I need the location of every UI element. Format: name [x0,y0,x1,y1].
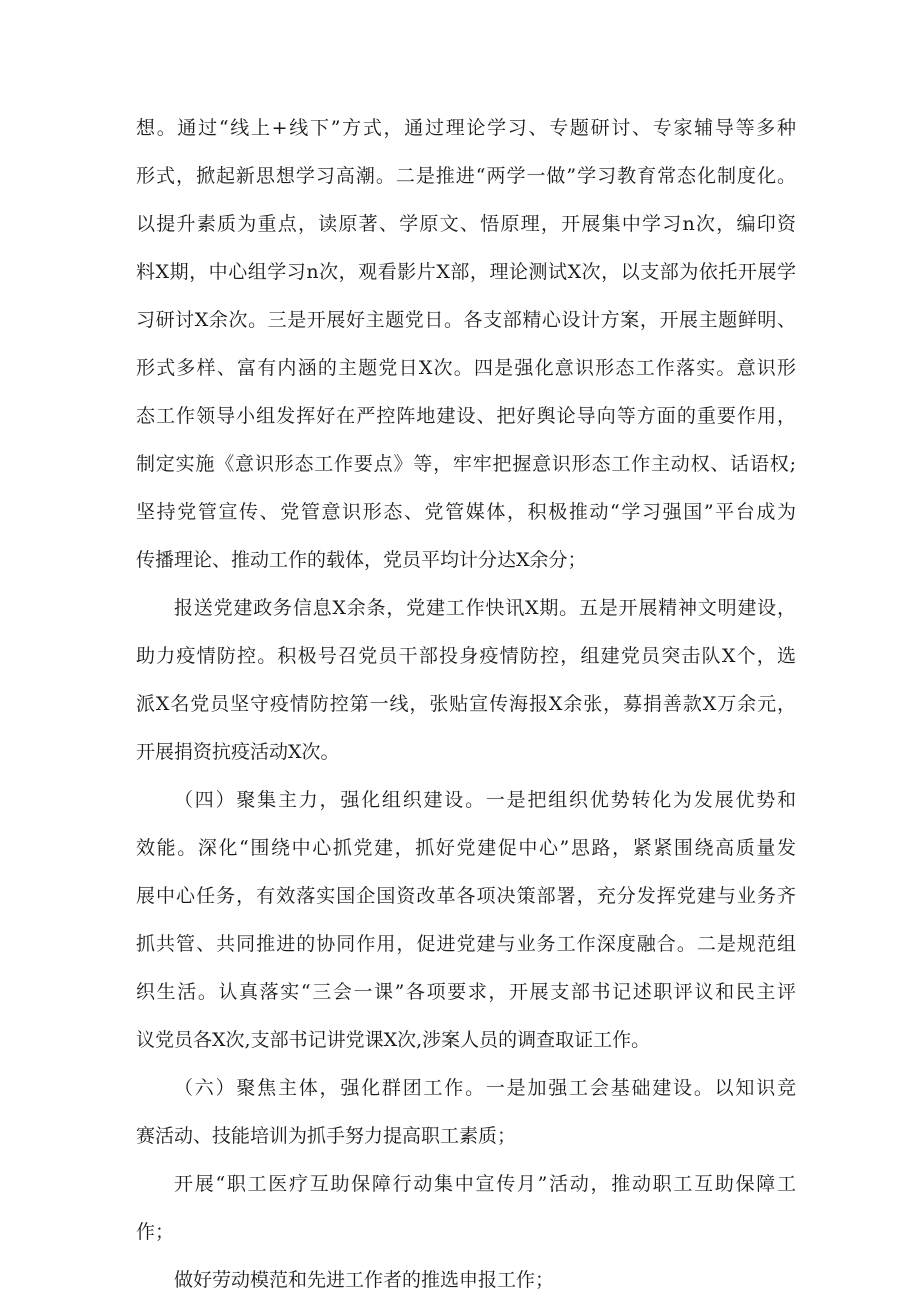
text-line: 形式多样、富有内涵的主题党日X次。四是强化意识形态工作落实。意识形 [136,357,796,379]
text-line: 展中心任务，有效落实国企国资改革各项决策部署，充分发挥党建与业务齐 [136,885,796,907]
paragraph-first-line: 报送党建政务信息X余条，党建工作快讯X期。五是开展精神文明建设， [174,597,796,619]
text-line: 料X期，中心组学习n次，观看影片X部，理论测试X次，以支部为依托开展学 [136,261,796,283]
text-line: 开展捐资抗疫活动X次。 [136,741,340,763]
text-line: 制定实施《意识形态工作要点》等，牢牢把握意识形态工作主动权、话语权; [136,453,796,475]
text-line: 议党员各X次,支部书记讲党课X次,涉案人员的调查取证工作。 [136,1029,651,1051]
paragraph-first-line: 做好劳动模范和先进工作者的推选申报工作； [174,1269,555,1291]
text-line: 织生活。认真落实“三会一课”各项要求，开展支部书记述职评议和民主评 [136,981,796,1003]
text-line: 想。通过“线上+线下”方式，通过理论学习、专题研讨、专家辅导等多种 [136,117,796,139]
text-line: 习研讨X余次。三是开展好主题党日。各支部精心设计方案，开展主题鲜明、 [136,309,796,331]
text-line: 坚持党管宣传、党管意识形态、党管媒体，积极推动“学习强国”平台成为 [136,501,796,523]
section-heading-line: （四）聚集主力，强化组织建设。一是把组织优势转化为发展优势和 [174,789,796,811]
text-line: 派X名党员坚守疫情防控第一线，张贴宣传海报X余张，募捐善款X万余元， [136,693,796,715]
text-line: 形式，掀起新思想学习高潮。二是推进“两学一做”学习教育常态化制度化。 [136,165,796,187]
text-line: 以提升素质为重点，读原著、学原文、悟原理，开展集中学习n次，编印资 [136,213,796,235]
text-line: 传播理论、推动工作的载体，党员平均计分达X余分； [136,549,587,571]
text-line: 态工作领导小组发挥好在严控阵地建设、把好舆论导向等方面的重要作用， [136,405,796,427]
text-line: 作； [136,1221,175,1243]
text-line: 赛活动、技能培训为抓手努力提高职工素质； [136,1125,517,1147]
section-heading-line: （六）聚焦主体，强化群团工作。一是加强工会基础建设。以知识竞 [174,1077,796,1099]
paragraph-first-line: 开展“职工医疗互助保障行动集中宣传月”活动，推动职工互助保障工 [174,1173,796,1195]
text-line: 助力疫情防控。积极号召党员干部投身疫情防控，组建党员突击队X个，选 [136,645,796,667]
text-line: 抓共管、共同推进的协同作用，促进党建与业务工作深度融合。二是规范组 [136,933,796,955]
text-line: 效能。深化“围绕中心抓党建，抓好党建促中心”思路，紧紧围绕高质量发 [136,837,796,859]
